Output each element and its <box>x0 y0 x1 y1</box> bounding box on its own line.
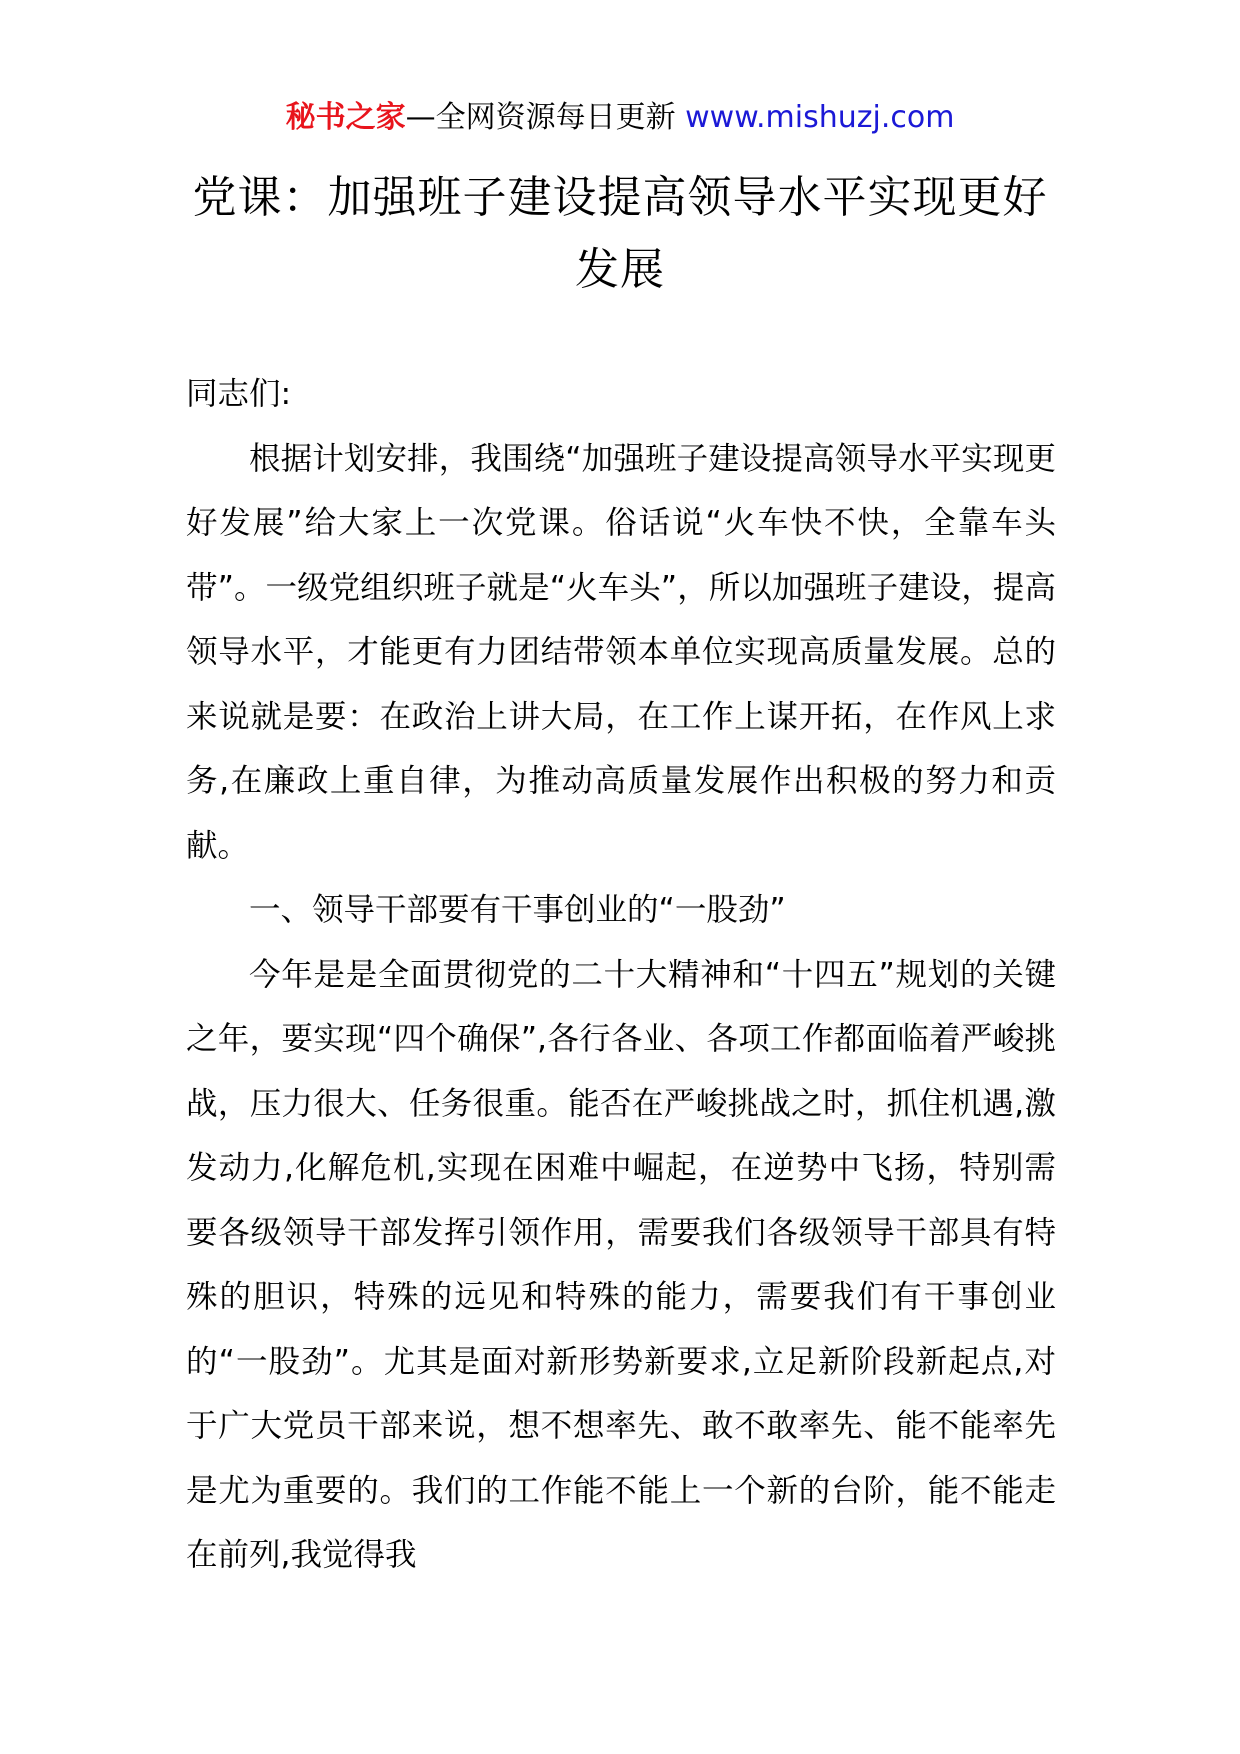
site-header <box>0 98 1240 138</box>
section-heading-1: 一、领导干部要有干事创业的“一股劲” <box>249 892 786 928</box>
site-tagline: —全网资源每日更新 <box>405 100 686 135</box>
document-body <box>186 362 1056 1588</box>
site-url-link[interactable]: www.mishuzj.com <box>685 100 955 135</box>
paragraph-section-1: 今年是是全面贯彻党的二十大精神和“十四五”规划的关键之年，要实现“四个确保”,各行各业、各项工作都面临着严峻挑战，压力很大、任务很重。能否在严峻挑战之时，抓住机遇,激发动力,化解危机,实现在困难中崛起，在逆势中飞扬，特别需要各级领导干部发挥引领作用，需要我们各级领导干部具有特殊的胆识，特殊的远见和特殊的能力，需要我们有干事创业的“一股劲”。尤其是面对新形势新要求,立足新阶段新起点,对于广大党员干部来说，想不想率先、敢不敢率先、能不能率先是尤为重要的。我们的工作能不能上一个新的台阶，能不能走在前列,我觉得我 <box>186 956 1056 1573</box>
salutation: 同志们: <box>186 376 292 412</box>
site-brand: 秘书之家 <box>285 100 406 135</box>
paragraph-intro: 根据计划安排，我围绕“加强班子建设提高领导水平实现更好发展”给大家上一次党课。俗话说“火车快不快，全靠车头带”。一级党组织班子就是“火车头”，所以加强班子建设，提高领导水平，才能更有力团结带领本单位实现高质量发展。总的来说就是要：在政治上讲大局，在工作上谋开拓，在作风上求务,在廉政上重自律，为推动高质量发展作出积极的努力和贡献。 <box>186 440 1056 864</box>
document-title: 党课：加强班子建设提高领导水平实现更好发展 <box>192 172 1048 295</box>
